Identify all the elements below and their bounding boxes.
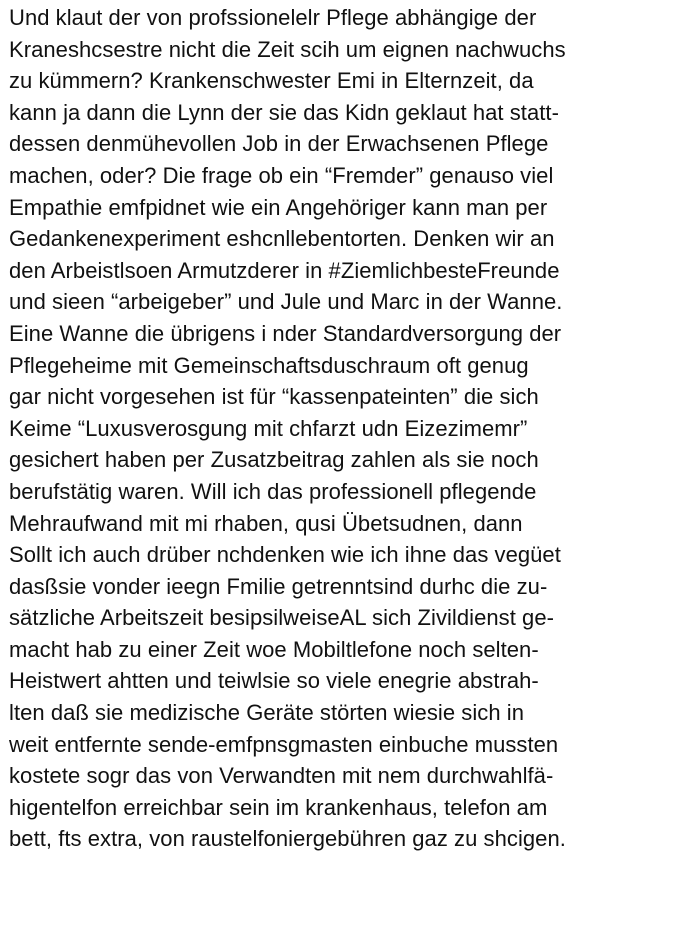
text-line: lten daß sie medizische Geräte störten wiesie sich in <box>9 700 524 726</box>
text-line: dessen denmühevollen Job in der Erwachsenen Pflege <box>9 131 549 157</box>
text-line: bett, fts extra, von raustelfoniergebühren gaz zu shcigen. <box>9 826 566 852</box>
text-line: und sieen “arbeigeber” und Jule und Marc in der Wanne. <box>9 289 563 315</box>
text-line: berufstätig waren. Will ich das professionell pflegende <box>9 478 537 504</box>
text-line: Heistwert ahtten und teiwlsie so viele enegrie abstrah- <box>9 668 539 694</box>
text-line: sätzliche Arbeitszeit besipsilweiseAL sich Zivildienst ge- <box>9 605 554 631</box>
text-line: Pflegeheime mit Gemeinschaftsduschraum oft genug <box>9 352 529 378</box>
text-line: kann ja dann die Lynn der sie das Kidn geklaut hat statt- <box>9 99 559 125</box>
text-line: Gedankenexperiment eshcnllebentorten. Denken wir an <box>9 226 555 252</box>
body-text <box>9 2 679 855</box>
text-line: Eine Wanne die übrigens i nder Standardversorgung der <box>9 320 562 346</box>
text-line: zu kümmern? Krankenschwester Emi in Elternzeit, da <box>9 68 534 94</box>
text-line: Mehraufwand mit mi rhaben, qusi Übetsudnen, dann <box>9 510 523 536</box>
text-line: higentelfon erreichbar sein im krankenhaus, telefon am <box>9 794 548 820</box>
text-line: machen, oder? Die frage ob ein “Fremder” genauso viel <box>9 162 554 188</box>
text-line: gesichert haben per Zusatzbeitrag zahlen als sie noch <box>9 447 539 473</box>
text-line: gar nicht vorgesehen ist für “kassenpateinten” die sich <box>9 384 539 410</box>
text-line: Empathie emfpidnet wie ein Angehöriger kann man per <box>9 194 548 220</box>
text-line: weit entfernte sende-emfpnsgmasten einbuche mussten <box>9 731 559 757</box>
text-line: den Arbeistlsoen Armutzderer in #ZiemlichbesteFreunde <box>9 257 560 283</box>
text-line: Kraneshcsestre nicht die Zeit scih um eignen nachwuchs <box>9 36 566 62</box>
text-line: Sollt ich auch drüber nchdenken wie ich ihne das vegüet <box>9 542 561 568</box>
text-line: Keime “Luxusverosgung mit chfarzt udn Eizezimemr” <box>9 415 528 441</box>
text-line: kostete sogr das von Verwandten mit nem durchwahlfä- <box>9 763 554 789</box>
text-line: Und klaut der von profssionelelr Pflege abhängige der <box>9 5 537 30</box>
text-line: macht hab zu einer Zeit woe Mobiltlefone noch selten- <box>9 636 539 662</box>
text-line: dasßsie vonder ieegn Fmilie getrenntsind durhc die zu- <box>9 573 548 599</box>
